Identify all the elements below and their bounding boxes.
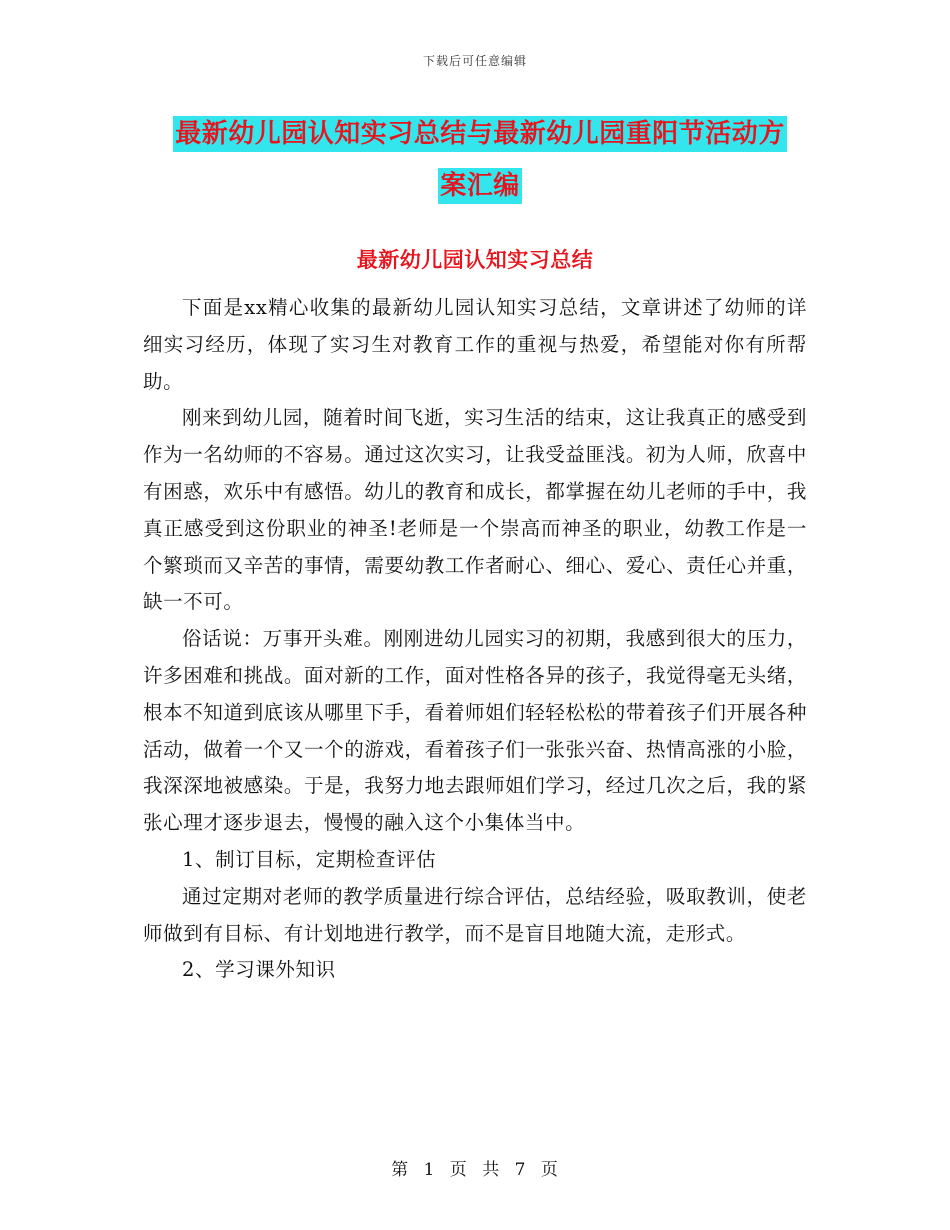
document-title bbox=[140, 108, 820, 212]
section-title: 最新幼儿园认知实习总结 bbox=[356, 247, 594, 272]
paragraph-beginning: 俗话说：万事开头难。刚刚进幼儿园实习的初期，我感到很大的压力，许多困难和挑战。面对新的工作，面对性格各异的孩子，我觉得毫无头绪，根本不知道到底该从哪里下手，看着师姐们轻轻松松的带着孩子们开展各种活动，做着一个又一个的游戏，看着孩子们一张张兴奋、热情高涨的小脸，我深深地被感染。于是，我努力地去跟师姐们学习，经过几次之后，我的紧张心理才逐步退去，慢慢的融入这个小集体当中。 bbox=[143, 627, 807, 835]
footer-current-page: 1 bbox=[423, 1160, 436, 1180]
paragraph-intro: 下面是xx精心收集的最新幼儿园认知实习总结，文章讲述了幼师的详细实习经历，体现了实习生对教育工作的重视与热爱，希望能对你有所帮助。 bbox=[143, 296, 807, 393]
list-heading-2: 2、学习课外知识 bbox=[182, 958, 336, 982]
footer-word-ye: 页 bbox=[449, 1160, 468, 1180]
list-heading-1: 1、制订目标，定期检查评估 bbox=[182, 847, 437, 871]
page-header-note: 下载后可任意编辑 bbox=[422, 54, 527, 68]
document-title-line-2: 案汇编 bbox=[438, 168, 522, 204]
paragraph-arrival: 刚来到幼儿园，随着时间飞逝，实习生活的结束，这让我真正的感受到作为一名幼师的不容易。通过这次实习，让我受益匪浅。初为人师，欣喜中有困惑，欢乐中有感悟。幼儿的教育和成长，都掌握在幼儿老师的手中，我真正感受到这份职业的神圣!老师是一个崇高而神圣的职业，幼教工作是一个繁琐而又辛苦的事情，需要幼教工作者耐心、细心、爱心、责任心并重，缺一不可。 bbox=[143, 406, 807, 614]
page-footer bbox=[0, 1155, 950, 1180]
document-body bbox=[143, 290, 807, 989]
footer-total-pages: 7 bbox=[514, 1160, 527, 1180]
footer-word-di: 第 bbox=[391, 1160, 410, 1180]
document-title-line-1: 最新幼儿园认知实习总结与最新幼儿园重阳节活动方 bbox=[173, 116, 787, 152]
paragraph-evaluation: 通过定期对老师的教学质量进行综合评估，总结经验，吸取教训，使老师做到有目标、有计划地进行教学，而不是盲目地随大流，走形式。 bbox=[143, 884, 807, 945]
footer-word-gong: 共 bbox=[482, 1160, 501, 1180]
footer-word-ye-end: 页 bbox=[540, 1160, 559, 1180]
